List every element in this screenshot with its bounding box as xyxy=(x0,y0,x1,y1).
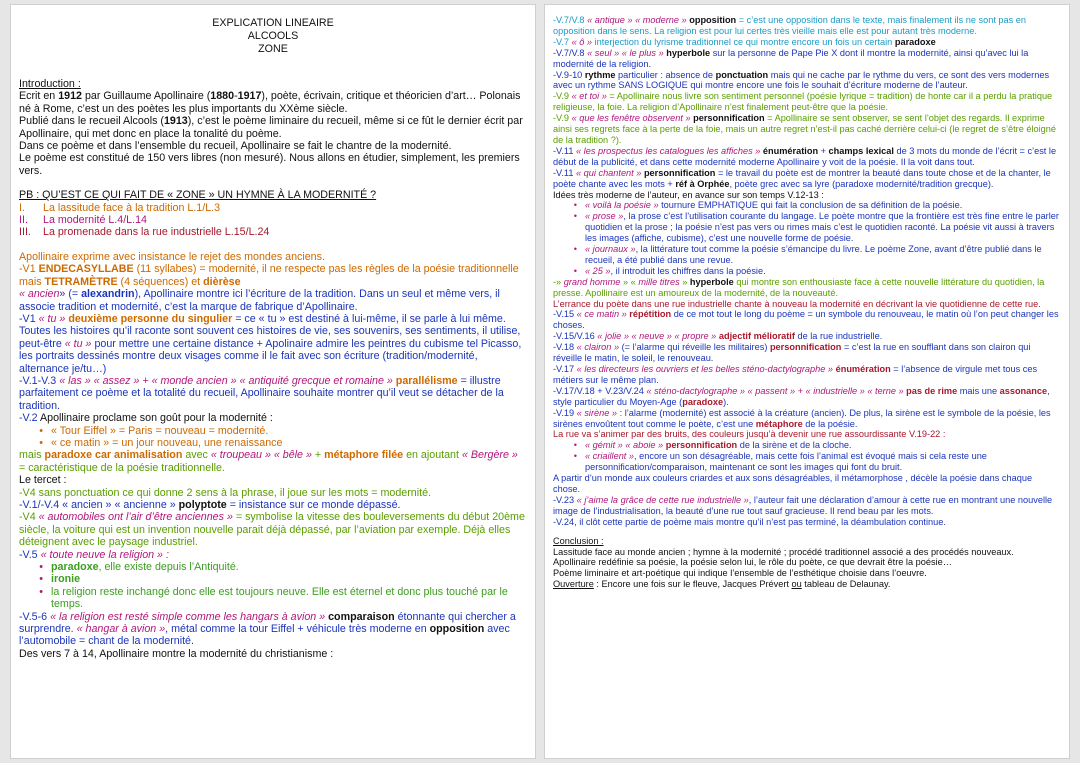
analysis-hyperbole-presse: -» grand homme » « mille titres » hyperbole qui montre son enthousiaste face à cette nouvelle littérature du quotidien, la presse. Apollinaire est un amoureux de la modernité, de la nouveauté. xyxy=(553,276,1045,298)
left-column xyxy=(10,4,536,759)
document-header xyxy=(19,17,527,56)
analysis-v7-v8-opposition: -V.7/V.8 « antique » « moderne » opposition = c’est une opposition dans le texte, mais finalement ils ne sont pas en opposition dans le sens. La religion est pour lui certes très vieille mais elle est pour autant très moderne. xyxy=(553,15,1027,36)
rue-bruits-intro: La rue va s’animer par des bruits, des couleurs jusqu’à devenir une rue assourdissante V.19-22 : xyxy=(553,429,946,440)
document-sheet xyxy=(10,4,1070,759)
analysis-v17-v24-assonance: -V.17/V.18 + V.23/V.24 « sténo-dactylographe » « passent » + « industrielle » « terne » pas de rime mais une assonance, style particulier du Moyen-Age (paradoxe). xyxy=(553,385,1050,407)
analysis-v18-clairon: -V.18 « clairon » (= l’alarme qui réveille les militaires) personnification = c’est la rue en soufflant dans son clairon qui réveille le matin, le soleil, le renouveau. xyxy=(553,342,1031,364)
analysis-v15-repetition: -V.15 « ce matin » répétition de ce mot tout le long du poème = un symbole du renouveau, le matin où l’on peut changer les choses. xyxy=(553,309,1059,331)
list-item: • « gémit » « aboie » personnification de la sirène et de la cloche. xyxy=(573,440,852,451)
conclusion-line-3: Poème liminaire et art-poétique qui indique l’ensemble de l’esthétique choisie dans l’oeuvre. xyxy=(553,568,927,579)
analysis-v9-v10-rythme: -V.9-10 rythme particulier : absence de ponctuation mais qui ne cache par le rythme du vers, ce sont des vers modernes avec un rythme SANS LOGIQUE qui montre encore une fois le souhait d’écriture moderne de l’auteur. xyxy=(553,69,1050,91)
intro-sentence-2: Publié dans le recueil Alcools (1913), c’est le poème liminaire du recueil, même si ce fût le dernier écrit par Apollinaire, qui met donc en place la tonalité du poème. xyxy=(19,115,523,140)
analysis-v5-v6: -V.5-6 « la religion est resté simple comme les hangars à avion » comparaison étonnante qui chercher a surprendre. « hangar à avion », métal comme la tour Eiffel + véhicule très moderne en opposition avec l’automobile = chant de la modernité. xyxy=(19,610,516,648)
list-item: • « ce matin » = un jour nouveau, une renaissance xyxy=(39,436,283,449)
conclusion-line-1: Lassitude face au monde ancien ; hymne à la modernité ; procédé traditionnel associé a des procédés nouveaux. xyxy=(553,546,1014,557)
analysis-v4-ponctuation: -V4 sans ponctuation ce qui donne 2 sens à la phrase, il joue sur les mots = modernité. xyxy=(19,486,432,499)
analysis-v17-enumeration: -V.17 « les directeurs les ouvriers et les belles sténo-dactylographe » énumération = l’absence de virgule met tous ces métiers sur le même plan. xyxy=(553,364,1038,385)
list-item: • « 25 », il introduit les chiffres dans la poésie. xyxy=(573,265,766,276)
metamorphose-note: A partir d’un monde aux couleurs criardes et aux sons désagréables, il métamorphose , décèle la poésie dans chaque chose. xyxy=(553,473,1033,494)
conclusion-line-2: Apollinaire redéfinie sa poésie, la poésie selon lui, le rôle du poète, ce que devrait être la poésie… xyxy=(553,557,952,568)
analysis-v1-tu: -V1 « tu » deuxième personne du singulier = ce « tu » est destiné à lui-même, il se parle à lui même. Toutes les histoires qu’il raconte sont souvent ces histoires de vie, ses souvenirs, ses sentiments, il utilise, peut-être « tu » pour mettre une certaine distance + Apolinaire admire les peintres du cubisme tel Picasso, les portraits dessinés montre deux visages comme il le fait avec son écriture (tradition/modernité, alternance je/tu…) xyxy=(19,312,522,375)
conclusion-title: Conclusion : xyxy=(553,535,604,546)
header-poem: ZONE xyxy=(258,43,288,55)
plan-item-3: III. La promenade dans la rue industrielle L.15/L.24 xyxy=(19,226,270,239)
header-book: ALCOOLS xyxy=(247,30,299,42)
analysis-v23-declaration: -V.23 « j’aime la grâce de cette rue industrielle », l’auteur fait une déclaration d’amour à cette rue en montrant une nouvelle image de l’industrialisation, la beauté d’une rue tout sauf gracieuse. Il rend beau par les mots. xyxy=(553,494,1053,516)
list-item: • la religion reste inchangé donc elle est toujours neuve. Elle est éternel et donc plus touché par le temps. xyxy=(39,585,508,611)
analysis-v24-cloture: -V.24, il clôt cette partie de poème mais montre qu’il n’est pas terminé, la déambulation continue. xyxy=(553,516,946,527)
errance-intro: L’errance du poète dans une rue industrielle chante à nouveau la modernité en décrivant la vie quotidienne de cette rue. xyxy=(553,298,1041,309)
transition-christianisme: Des vers 7 à 14, Apollinaire montre la modernité du christianisme : xyxy=(19,647,334,660)
problematique-title: PB : QU’EST CE QUI FAIT DE « ZONE » UN HYMNE À LA MODERNITÉ ? xyxy=(19,189,377,202)
analysis-v9-personnification: -V.9 « que les fenêtre observent » personnification = Apollinaire se sent observer, se sent l’objet des regards. Il exprime ainsi ses regrets face à la perte de la foie, mais un autre regret n’est-il pas caché derrière celui-ci (le regret de s’être éloigné de la tradition ?). xyxy=(553,113,1057,145)
rejet-intro: Apollinaire exprime avec insistance le rejet des mondes anciens. xyxy=(19,250,325,263)
list-item: • « Tour Eiffel » = Paris = nouveau = modernité. xyxy=(39,424,269,437)
analysis-v2-intro: -V.2 Apollinaire proclame son goût pour la modernité : xyxy=(19,412,273,425)
analysis-v15-v16-adjectif: -V.15/V.16 « jolie » « neuve » « propre » adjectif mélioratif de la rue industrielle. xyxy=(553,331,883,342)
analysis-v11-enumeration: -V.11 « les prospectus les catalogues les affiches » énumération + champs lexical de 3 mots du monde de l’écrit = c’est le début de la publicité, et dans cette modernité moderne Apollinaire y voit de la poésie. Il la voit dans tout. xyxy=(553,145,1057,167)
plan-item-1: I. La lassitude face à la tradition L.1/L.3 xyxy=(19,201,221,214)
plan-item-2: II. La modernité L.4/L.14 xyxy=(19,214,147,227)
intro-title: Introduction : xyxy=(19,78,81,90)
intro-sentence-4: Le poème est constitué de 150 vers libres (non mesuré). Nous allons en étudier, simplement, les premiers vers. xyxy=(19,152,520,177)
analysis-v19-sirene: -V.19 « sirène » : l’alarme (modernité) est associé à la créature (ancien). De plus, la sirène est le symbole de la poésie, les sirènes envoûtent tout comme le poète, c’est une métaphore de la poésie. xyxy=(553,407,1051,429)
list-item: • « journaux », la littérature tout comme la poésie s’émancipe du livre. Le poème Zone, avant d’être publié dans le recueil, a été publié dans une revue. xyxy=(573,244,1042,265)
analysis-v2-paradoxe: mais paradoxe car animalisation avec « troupeau » « bêle » + métaphore filée en ajoutant « Bergère » = caractéristique de la poésie traditionnelle. xyxy=(19,449,518,474)
list-item: • paradoxe, elle existe depuis l’Antiquité. xyxy=(39,561,239,574)
list-item: • « voilà la poésie » tournure EMPHATIQUE qui fait la conclusion de sa définition de la poésie. xyxy=(573,200,963,211)
analysis-v1-endecasyllabe: -V1 ENDECASYLLABE (11 syllabes) = modernité, il ne respecte pas les règles de la poésie traditionnelle mais TETRAMÈTRE (4 séquences) et dièrèse xyxy=(19,263,519,288)
analysis-v1-v3: -V.1-V.3 « las » « assez » + « monde ancien » « antiquité grecque et romaine » parallélisme = illustre parfaitement ce poème et la totalité du recueil, Apollinaire souhaite montrer qu’il veut se détacher de la tradition. xyxy=(19,374,504,412)
list-item: • « criaillent », encore un son désagréable, mais cette fois l’animal est évoqué mais si cela reste une personnification/comparaison, maintenant ce sont les images qui font du bruit. xyxy=(573,451,987,473)
analysis-v5-intro: -V.5 « toute neuve la religion » : xyxy=(19,548,169,561)
analysis-v9-et-toi: -V.9 « et toi » = Apollinaire nous livre son sentiment personnel (poésie lyrique = tradition) de honte car il a perdu la pratique religieuse, la foie. La religion d’Apollinaire n’est finalement peut-être que la poésie. xyxy=(553,91,1053,113)
analysis-v7-v8-hyperbole: -V.7/V.8 « seul » « le plus » hyperbole sur la personne de Pape Pie X dont il montre la modernité, ainsi qu’avec lui la modernité de la religion. xyxy=(553,47,1029,69)
list-item: • ironie xyxy=(39,573,81,586)
header-title: EXPLICATION LINEAIRE xyxy=(212,17,334,29)
ouverture-line: Ouverture : Encore une fois sur le fleuve, Jacques Prévert ou tableau de Delaunay. xyxy=(553,579,891,590)
list-item: • « prose », la prose c’est l’utilisation courante du langage. Le poète montre que la frontière est très fine entre le parler quotidien et la prose ; la poésie n’est pas vers ou rimes mais c’est le quotidien raconté. La poésie vit aussi à travers les images (affiche, cubisme), c’est une nouvelle forme de poésie. xyxy=(573,211,1059,244)
intro-sentence-1: Ecrit en 1912 par Guillaume Apollinaire (1880-1917), poète, écrivain, critique et théoricien d’art… Polonais né à Rome, c’est un des poètes les plus importants du XXème siècle. xyxy=(19,90,521,115)
analysis-v4-automobiles: -V4 « automobiles ont l’air d’être anciennes » = symbolise la vitesse des bouleversements du début 20ème siècle, la voiture qui est un invention nouvelle parait déjà dépassé, par l’aviation par exemple. Déjà elles déteignent avec le paysage industriel. xyxy=(19,511,525,549)
analysis-v1-v4-polyptote: -V.1/-V.4 « ancien » « ancienne » polyptote = insistance sur ce monde dépassé. xyxy=(19,499,401,511)
idees-modernes-title: Idées très moderne de l’auteur, en avance sur son temps V.12-13 : xyxy=(553,189,824,200)
right-column xyxy=(544,4,1070,759)
analysis-v11-chantent: -V.11 « qui chantent » personnification = le travail du poète est de montrer la beauté dans toute chose et de la chanter, le poète chante avec les mots + réf à Orphée, poète grec avec sa lyre (paradoxe modernité/tradition grecque). xyxy=(553,167,1051,189)
analysis-v1-alexandrin: « ancien» (= alexandrin), Apollinaire montre ici l’écriture de la tradition. Dans un seul et même vers, il associe tradition et modernité, c’est la marque de fabrique d’Apollinaire. xyxy=(19,288,500,313)
intro-sentence-3: Dans ce poème et dans l’ensemble du recueil, Apollinaire se fait le chantre de la modernité. xyxy=(19,140,452,153)
analysis-v7-interjection: -V.7 « ô » interjection du lyrisme traditionnel ce qui montre encore un fois un certain paradoxe xyxy=(553,36,936,47)
tercet-title: Le tercet : xyxy=(19,474,67,487)
